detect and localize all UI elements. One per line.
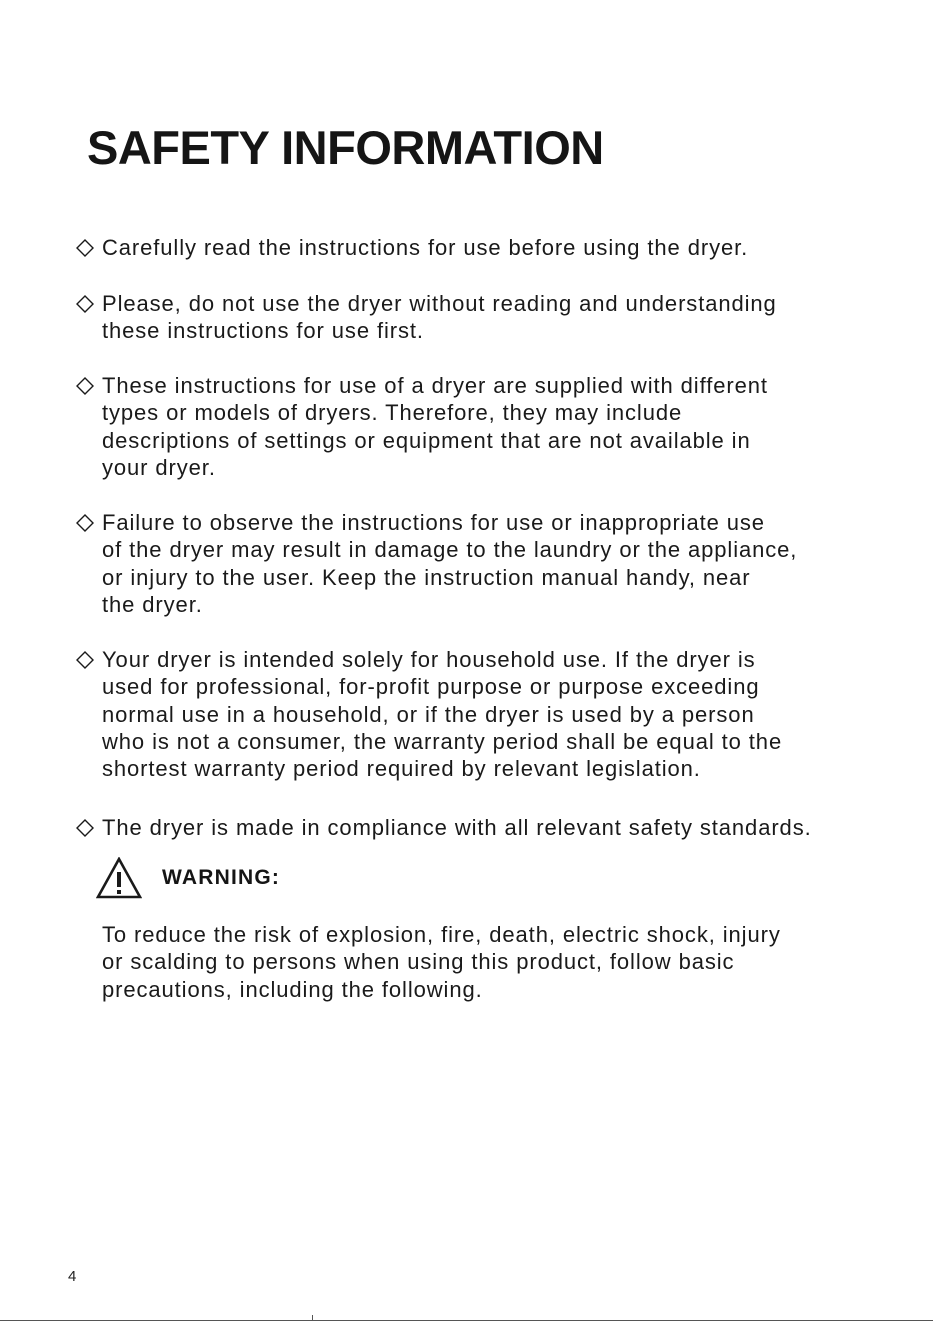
diamond-outline-icon <box>76 651 94 669</box>
safety-item <box>76 814 926 841</box>
safety-item-text: Please, do not use the dryer without reading and understanding these instructions for use first. <box>102 291 777 344</box>
safety-item <box>76 290 906 345</box>
diamond-outline-icon <box>76 239 94 257</box>
safety-item <box>76 234 906 261</box>
warning-text: To reduce the risk of explosion, fire, death, electric shock, injury or scalding to persons when using this product, follow basic precautions, including the following. <box>102 922 781 1002</box>
safety-item-text: Failure to observe the instructions for use or inappropriate use of the dryer may result in damage to the laundry or the appliance, or injury to the user. Keep the instruction manual handy, near the dryer. <box>102 510 798 617</box>
safety-item <box>76 509 906 618</box>
diamond-outline-icon <box>76 819 94 837</box>
diamond-outline-icon <box>76 377 94 395</box>
page-title: SAFETY INFORMATION <box>87 121 604 174</box>
safety-item-text: The dryer is made in compliance with all relevant safety standards. <box>102 815 812 840</box>
page-number: 4 <box>68 1268 77 1285</box>
safety-item-text: Your dryer is intended solely for household use. If the dryer is used for professional, for-profit purpose or purpose exceeding normal use in a household, or if the dryer is used by a person who is not a consumer, the warranty period shall be equal to the shortest warranty period required by relevant legislation. <box>102 647 783 782</box>
warning-label: WARNING: <box>162 866 281 889</box>
safety-item-text: These instructions for use of a dryer are supplied with different types or models of dryers. Therefore, they may include descriptions of settings or equipment that are not available in your dryer. <box>102 373 768 480</box>
safety-item <box>76 372 906 481</box>
warning-triangle-icon <box>96 857 142 899</box>
safety-item <box>76 646 906 782</box>
page-bottom-rule <box>0 1320 933 1321</box>
safety-item-text: Carefully read the instructions for use before using the dryer. <box>102 235 749 260</box>
diamond-outline-icon <box>76 514 94 532</box>
page-bottom-tick <box>312 1315 313 1321</box>
diamond-outline-icon <box>76 295 94 313</box>
